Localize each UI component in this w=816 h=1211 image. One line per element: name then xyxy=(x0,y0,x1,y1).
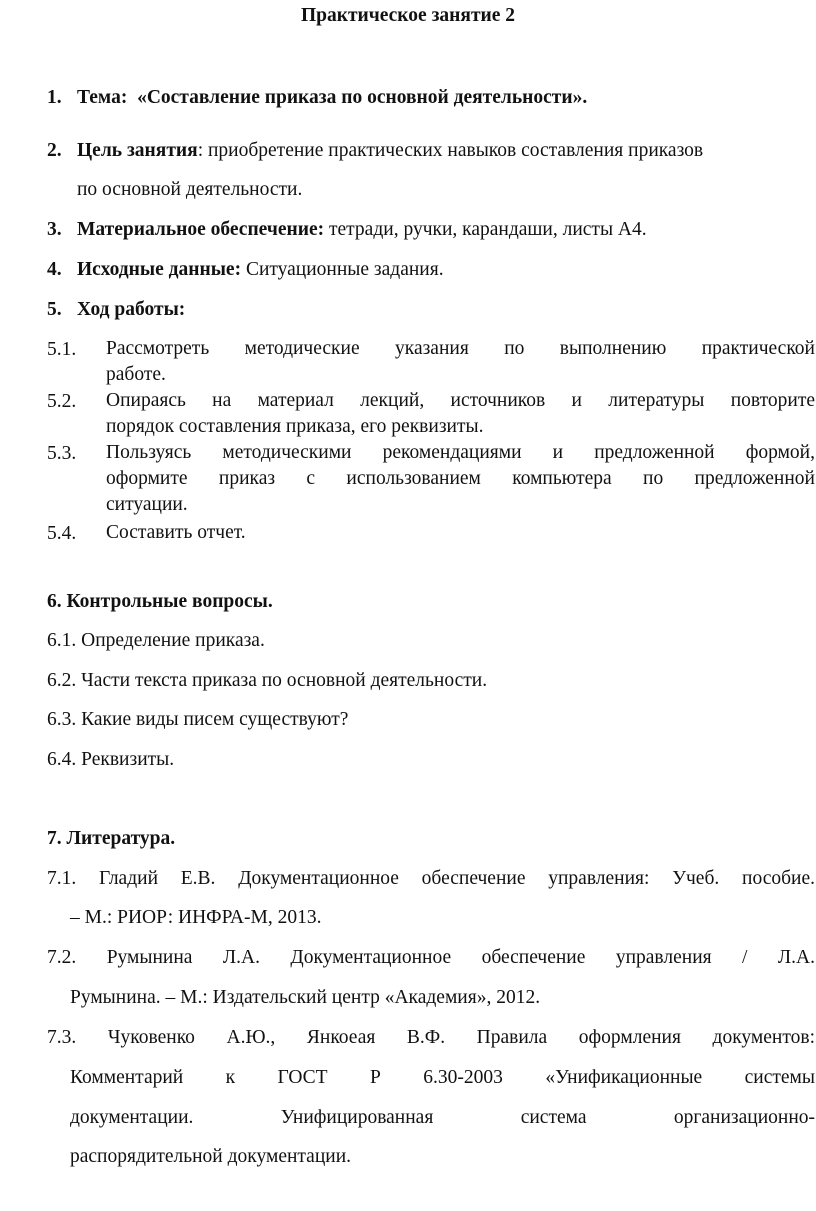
step-text xyxy=(106,440,815,518)
source-text: Ситуационные задания. xyxy=(241,259,444,280)
materials-number: 3. xyxy=(47,219,62,240)
step-line: оформите приказ с использованием компьютера по предложенной xyxy=(106,468,815,489)
step-number: 5.3. xyxy=(47,443,77,464)
goal-text-1: : приобретение практических навыков составления приказов xyxy=(197,140,704,161)
step-line: работе. xyxy=(106,364,166,385)
step-line: Опираясь на материал лекций, источников и литературы повторите xyxy=(106,390,815,411)
materials-label: Материальное обеспечение: xyxy=(77,219,325,240)
workflow-number: 5. xyxy=(47,299,62,320)
goal-number: 2. xyxy=(47,140,62,161)
step-line: ситуации. xyxy=(106,494,188,515)
reference-line: Комментарий к ГОСТ Р 6.30-2003 «Унификационные системы xyxy=(70,1067,815,1088)
reference-line: 7.1. Гладий Е.В. Документационное обеспечение управления: Учеб. пособие. xyxy=(47,868,815,889)
materials-line xyxy=(77,218,647,242)
topic-text: «Составление приказа по основной деятельности». xyxy=(137,87,588,108)
goal-text-2: по основной деятельности. xyxy=(77,179,303,200)
step-text xyxy=(106,388,815,440)
question-item: 6.2. Части текста приказа по основной деятельности. xyxy=(47,670,488,691)
step-line: Пользуясь методическими рекомендациями и предложенной формой, xyxy=(106,442,815,463)
step-line: порядок составления приказа, его реквизиты. xyxy=(106,416,484,437)
source-label: Исходные данные: xyxy=(77,259,242,280)
step-text xyxy=(106,336,815,388)
step-number: 5.4. xyxy=(47,523,77,544)
reference-line: Румынина. – М.: Издательский центр «Академия», 2012. xyxy=(70,987,541,1008)
questions-heading: 6. Контрольные вопросы. xyxy=(47,591,273,612)
step-number: 5.2. xyxy=(47,391,77,412)
question-item: 6.4. Реквизиты. xyxy=(47,749,175,770)
reference-line: 7.2. Румынина Л.А. Документационное обеспечение управления / Л.А. xyxy=(47,947,815,968)
topic-label: Тема: xyxy=(77,87,128,108)
goal-line xyxy=(77,139,703,163)
materials-text: тетради, ручки, карандаши, листы А4. xyxy=(324,219,647,240)
reference-line: документации. Унифицированная система организационно- xyxy=(70,1107,815,1128)
workflow-label: Ход работы: xyxy=(77,299,186,320)
reference-line: 7.3. Чуковенко А.Ю., Янкоеая В.Ф. Правила оформления документов: xyxy=(47,1027,815,1048)
reference-line: распорядительной документации. xyxy=(70,1146,352,1167)
question-item: 6.1. Определение приказа. xyxy=(47,630,265,651)
goal-label: Цель занятия xyxy=(77,140,198,161)
step-line: Составить отчет. xyxy=(106,522,246,543)
reference-line: – М.: РИОР: ИНФРА-М, 2013. xyxy=(70,907,322,928)
source-line xyxy=(77,258,444,282)
step-number: 5.1. xyxy=(47,339,77,360)
topic-line xyxy=(77,86,587,110)
source-number: 4. xyxy=(47,259,62,280)
step-text xyxy=(106,520,815,546)
step-line: Рассмотреть методические указания по выполнению практической xyxy=(106,338,815,359)
literature-heading: 7. Литература. xyxy=(47,828,176,849)
question-item: 6.3. Какие виды писем существуют? xyxy=(47,709,349,730)
topic-number: 1. xyxy=(47,87,62,108)
page-title: Практическое занятие 2 xyxy=(300,5,516,26)
